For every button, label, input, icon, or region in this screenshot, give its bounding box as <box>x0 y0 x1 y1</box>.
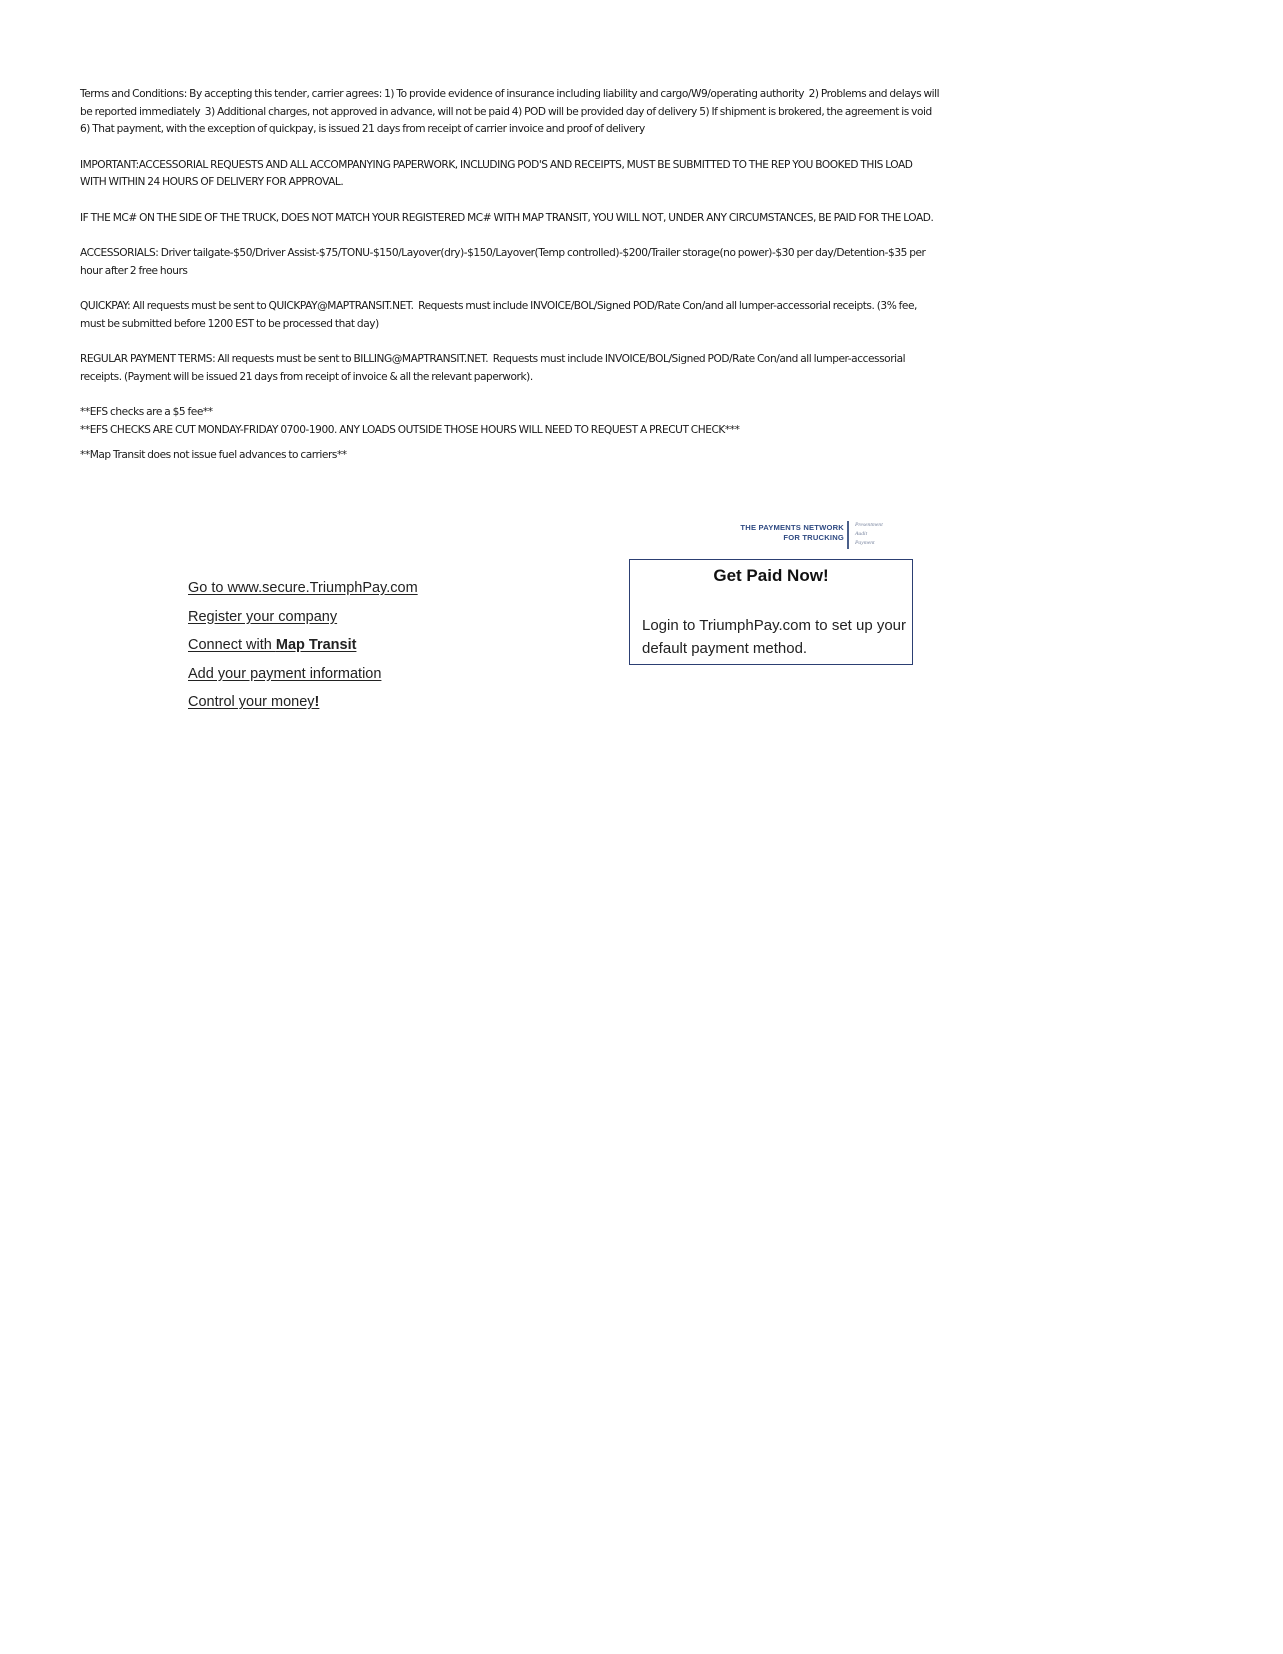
step-1-text: Go to www.secure.TriumphPay.com <box>188 580 418 596</box>
step-connect-link[interactable] <box>188 635 418 664</box>
step-register-company-link[interactable] <box>188 607 418 636</box>
step-2-text: Register your company <box>188 608 338 625</box>
mc-number-notice: IF THE MC# ON THE SIDE OF THE TRUCK, DOES NOT MATCH YOUR REGISTERED MC# WITH MAP TRANSIT, YOU WILL NOT, UNDER ANY CIRCUMSTANCES, BE PAID FOR THE LOAD. <box>80 211 934 224</box>
step-3-company: Map Transit <box>275 637 357 653</box>
logo-tag-payment: Payment <box>855 540 875 546</box>
triumphpay-steps <box>188 578 418 721</box>
regular-payment-terms: REGULAR PAYMENT TERMS: All requests must be sent to BILLING@MAPTRANSIT.NET. Requests must include INVOICE/BOL/Signed POD/Rate Con/and all lumper-accessorial receipts. (Payment will be issued 21 days from receipt of invoice & all the relevant paperwork). <box>80 353 908 383</box>
step-payment-info-link[interactable] <box>188 664 418 693</box>
logo-tagline <box>855 521 883 548</box>
step-go-to-site-link[interactable] <box>188 578 418 607</box>
get-paid-now-title: Get Paid Now! <box>713 566 829 585</box>
fuel-advance-note: **Map Transit does not issue fuel advances to carriers** <box>80 449 347 461</box>
logo-line-1: THE PAYMENTS NETWORK <box>740 523 844 532</box>
step-5-prefix: Control your money <box>188 694 315 710</box>
logo-tag-presentment: Presentment <box>855 522 883 528</box>
logo-tag-audit: Audit <box>855 531 868 537</box>
terms-and-conditions: Terms and Conditions: By accepting this tender, carrier agrees: 1) To provide evidence of insurance including liability and cargo/W9/operating authority 2) Problems and delays will be reported immediately 3) Additional charges, not approved in advance, will not be paid 4) POD will be provided day of delivery 5) If shipment is brokered, the agreement is void 6) That payment, with the exception of quickpay, is issued 21 days from receipt of carrier invoice and proof of delivery <box>80 88 942 135</box>
step-4-text: Add your payment information <box>188 665 382 682</box>
terms-section <box>80 86 940 483</box>
step-3-prefix: Connect with <box>188 637 276 653</box>
important-notice: IMPORTANT:ACCESSORIAL REQUESTS AND ALL ACCOMPANYING PAPERWORK, INCLUDING POD'S AND RECEIPTS, MUST BE SUBMITTED TO THE REP YOU BOOKED THIS LOAD WITH WITHIN 24 HOURS OF DELIVERY FOR APPROVAL. <box>80 158 915 188</box>
logo-wordmark <box>740 523 844 543</box>
logo-divider <box>847 521 849 549</box>
step-control-money-link[interactable] <box>188 692 418 721</box>
logo-line-2: FOR TRUCKING <box>783 533 844 542</box>
accessorials-rates: ACCESSORIALS: Driver tailgate-$50/Driver Assist-$75/TONU-$150/Layover(dry)-$150/Layover(Temp controlled)-$200/Trailer storage(no power)-$30 per day/Detention-$35 per hour after 2 free hours <box>80 247 928 277</box>
get-paid-now-box <box>629 559 913 665</box>
efs-hours-note: **EFS CHECKS ARE CUT MONDAY-FRIDAY 0700-1900. ANY LOADS OUTSIDE THOSE HOURS WILL NEED TO REQUEST A PRECUT CHECK*** <box>80 423 740 436</box>
triumphpay-logo <box>716 519 906 551</box>
quickpay-terms: QUICKPAY: All requests must be sent to QUICKPAY@MAPTRANSIT.NET. Requests must include INVOICE/BOL/Signed POD/Rate Con/and all lumper-accessorial receipts. (3% fee, must be submitted before 1200 EST to be processed that day) <box>80 300 920 330</box>
get-paid-now-body: Login to TriumphPay.com to set up your default payment method. <box>642 617 907 657</box>
efs-fee-note: **EFS checks are a $5 fee** <box>80 406 213 418</box>
step-5-exclamation: ! <box>314 694 320 710</box>
